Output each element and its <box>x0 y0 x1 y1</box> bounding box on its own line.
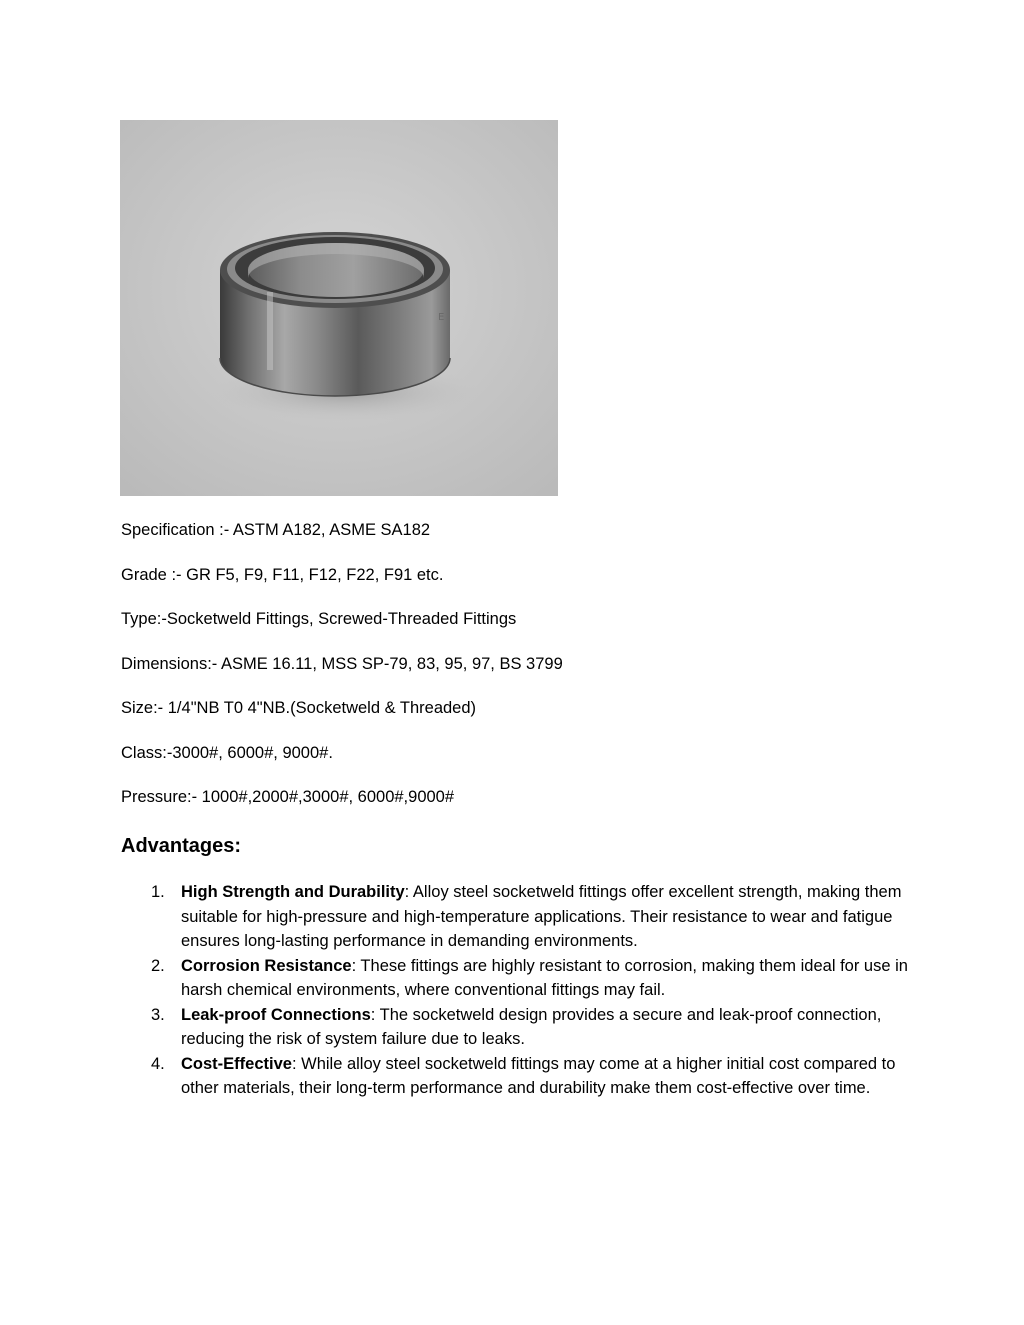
product-photo <box>120 120 558 496</box>
dimensions-line: Dimensions:- ASME 16.11, MSS SP-79, 83, 95, 97, BS 3799 <box>121 655 563 673</box>
advantage-item <box>0 1052 911 1101</box>
advantage-number: 4. <box>151 1054 165 1073</box>
advantage-title: Leak-proof Connections <box>181 1005 371 1024</box>
advantage-title: Corrosion Resistance <box>181 956 352 975</box>
svg-text:E: E <box>438 312 445 323</box>
socketweld-cap-image <box>120 120 558 496</box>
size-line: Size:- 1/4"NB T0 4"NB.(Socketweld & Threaded) <box>121 699 477 717</box>
advantages-list <box>0 880 1024 1101</box>
advantage-text: : The socketweld design provides a secure and leak-proof connection, reducing the risk of system failure due to leaks. <box>181 1005 882 1048</box>
pressure-line: Pressure:- 1000#,2000#,3000#, 6000#,9000# <box>121 788 455 806</box>
advantage-number: 2. <box>151 956 165 975</box>
grade-line: Grade :- GR F5, F9, F11, F12, F22, F91 etc. <box>121 566 444 584</box>
advantage-number: 1. <box>151 883 165 901</box>
advantage-item <box>0 880 911 954</box>
advantage-text: : These fittings are highly resistant to corrosion, making them ideal for use in harsh chemical environments, where conventional fittings may fail. <box>181 956 908 999</box>
advantage-number: 3. <box>151 1005 165 1024</box>
advantages-heading: Advantages: <box>121 835 242 857</box>
advantage-text: : Alloy steel socketweld fittings offer excellent strength, making them suitable for high-pressure and high-temperature applications. Their resistance to wear and fatigue ensures long-lasting performance in demanding environments. <box>181 883 902 950</box>
advantage-title: High Strength and Durability <box>181 883 405 901</box>
specification-line: Specification :- ASTM A182, ASME SA182 <box>121 521 431 539</box>
advantage-item <box>0 954 911 1003</box>
advantage-text: : While alloy steel socketweld fittings may come at a higher initial cost compared to other materials, their long-term performance and durability make them cost-effective over time. <box>181 1054 896 1097</box>
advantage-item <box>0 1003 911 1052</box>
type-line: Type:-Socketweld Fittings, Screwed-Threaded Fittings <box>121 610 517 628</box>
class-line: Class:-3000#, 6000#, 9000#. <box>121 744 333 762</box>
advantage-title: Cost-Effective <box>181 1054 292 1073</box>
